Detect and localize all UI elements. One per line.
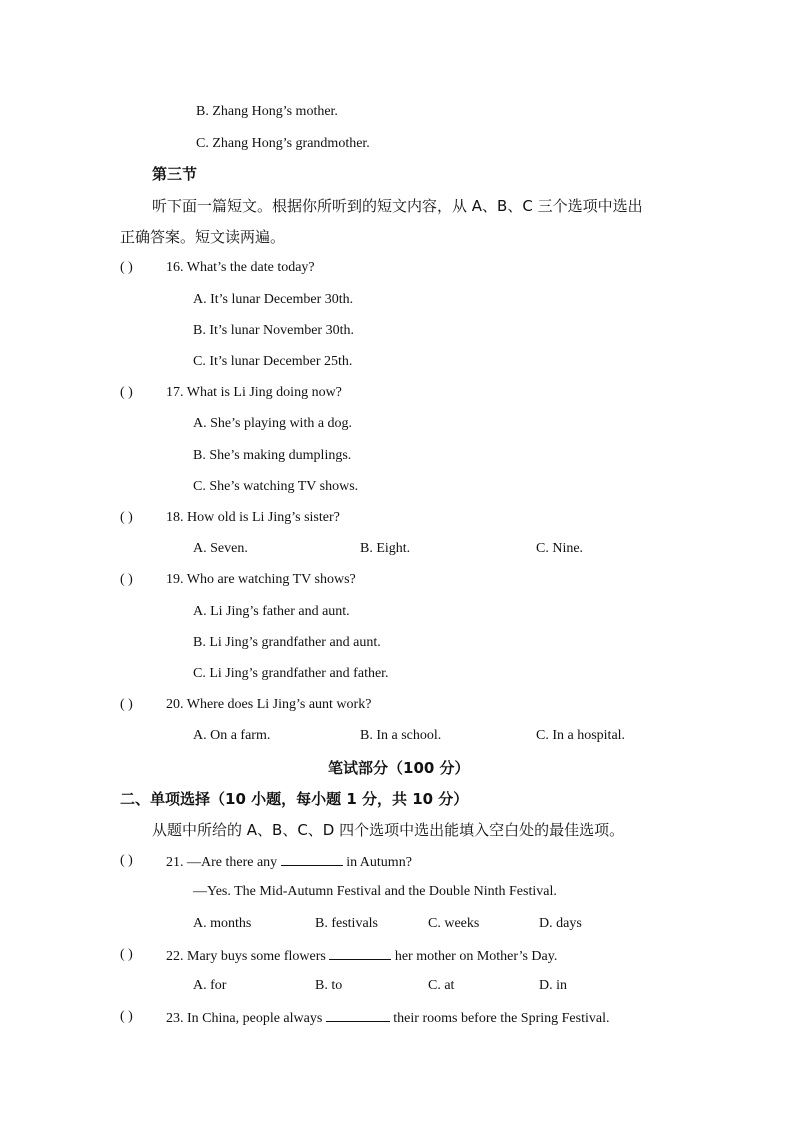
q20-option-a: A. On a farm.	[193, 728, 271, 743]
written-part-title: 笔试部分（100 分）	[328, 759, 470, 777]
part2-instructions: 从题中所给的 A、B、C、D 四个选项中选出能填入空白处的最佳选项。	[152, 821, 625, 839]
q16-option-a: A. It’s lunar December 30th.	[193, 292, 354, 307]
q18-option-a: A. Seven.	[193, 541, 248, 556]
q16-option-b: B. It’s lunar November 30th.	[193, 323, 354, 338]
q23-blank	[326, 1007, 390, 1022]
q17-option-c: C. She’s watching TV shows.	[193, 479, 359, 494]
q21-option-a: A. months	[193, 916, 252, 931]
answer-paren-16: ( )	[120, 260, 133, 275]
q21-blank	[281, 851, 343, 866]
q21-option-d: D. days	[539, 916, 582, 931]
q21-answer-line: —Yes. The Mid-Autumn Festival and the Double Ninth Festival.	[193, 884, 557, 899]
q21-option-c: C. weeks	[428, 916, 480, 931]
q21-question-pre: 21. —Are there any	[166, 855, 278, 870]
q21-option-b: B. festivals	[315, 916, 378, 931]
q20-option-b: B. In a school.	[360, 728, 442, 743]
q19-option-a: A. Li Jing’s father and aunt.	[193, 604, 350, 619]
q16-option-c: C. It’s lunar December 25th.	[193, 354, 353, 369]
q18-option-c: C. Nine.	[536, 541, 584, 556]
q22-question-pre: 22. Mary buys some flowers	[166, 949, 326, 964]
q15-option-c: C. Zhang Hong’s grandmother.	[196, 136, 370, 151]
q17-option-b: B. She’s making dumplings.	[193, 448, 352, 463]
q19-question: 19. Who are watching TV shows?	[166, 572, 356, 587]
q21-question	[166, 851, 412, 873]
q22-option-d: D. in	[539, 978, 567, 993]
answer-paren-23: ( )	[120, 1009, 133, 1024]
q17-question: 17. What is Li Jing doing now?	[166, 385, 342, 400]
q20-option-c: C. In a hospital.	[536, 728, 626, 743]
q22-question-post: her mother on Mother’s Day.	[394, 949, 558, 964]
q18-option-b: B. Eight.	[360, 541, 411, 556]
q22-question	[166, 945, 557, 967]
q22-blank	[329, 945, 391, 960]
section3-instructions-line2: 正确答案。短文读两遍。	[120, 228, 286, 246]
q17-option-a: A. She’s playing with a dog.	[193, 416, 353, 431]
answer-paren-21: ( )	[120, 853, 133, 868]
answer-paren-22: ( )	[120, 947, 133, 962]
answer-paren-20: ( )	[120, 697, 133, 712]
part2-title: 二、单项选择（10 小题，每小题 1 分，共 10 分）	[120, 790, 469, 808]
answer-paren-19: ( )	[120, 572, 133, 587]
section3-instructions-line1: 听下面一篇短文。根据你所听到的短文内容，从 A、B、C 三个选项中选出	[152, 197, 643, 215]
answer-paren-17: ( )	[120, 385, 133, 400]
q19-option-c: C. Li Jing’s grandfather and father.	[193, 666, 389, 681]
section3-title: 第三节	[152, 165, 198, 183]
q15-option-b: B. Zhang Hong’s mother.	[196, 104, 338, 119]
q23-question-pre: 23. In China, people always	[166, 1011, 323, 1026]
q22-option-a: A. for	[193, 978, 227, 993]
q16-question: 16. What’s the date today?	[166, 260, 315, 275]
q22-option-c: C. at	[428, 978, 455, 993]
q21-question-post: in Autumn?	[346, 855, 412, 870]
q19-option-b: B. Li Jing’s grandfather and aunt.	[193, 635, 381, 650]
answer-paren-18: ( )	[120, 510, 133, 525]
q22-option-b: B. to	[315, 978, 343, 993]
q20-question: 20. Where does Li Jing’s aunt work?	[166, 697, 372, 712]
q23-question-post: their rooms before the Spring Festival.	[393, 1011, 610, 1026]
q23-question	[166, 1007, 609, 1029]
q18-question: 18. How old is Li Jing’s sister?	[166, 510, 340, 525]
